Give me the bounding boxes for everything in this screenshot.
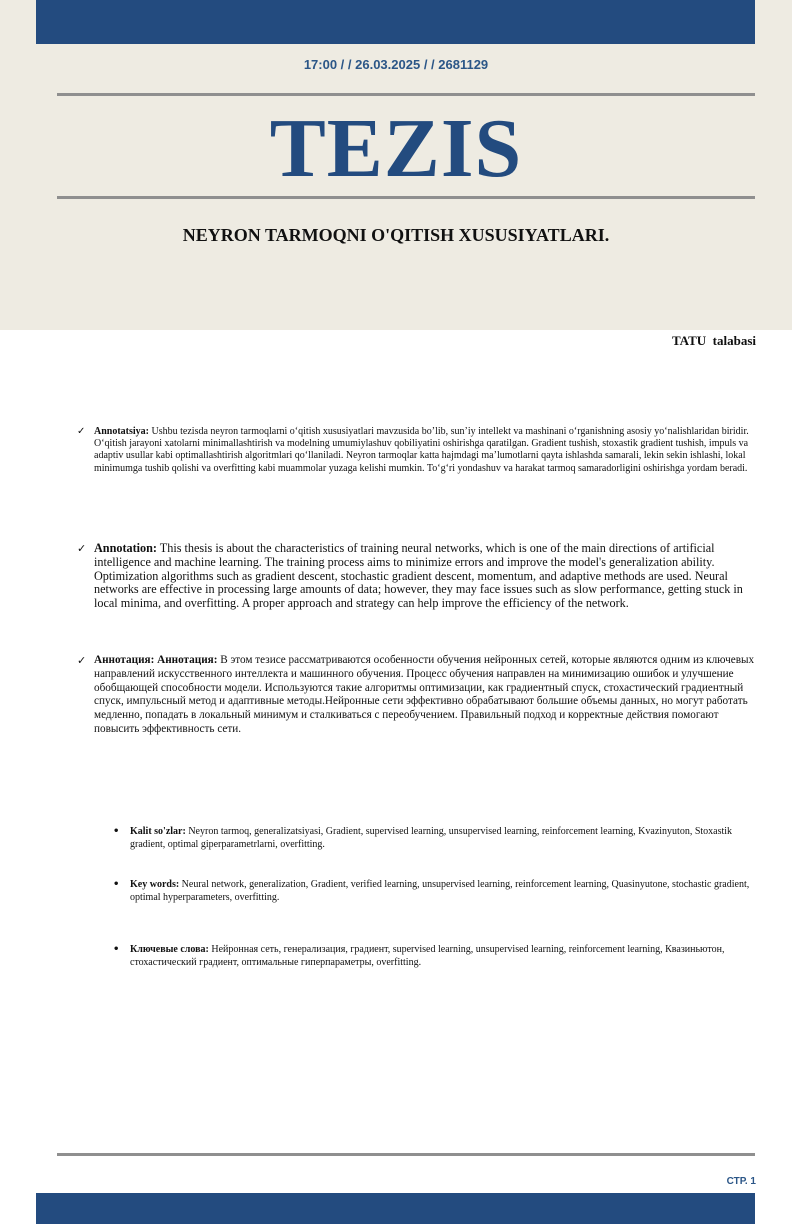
bullet-icon: • [113,826,120,837]
meta-date: 26.03.2025 [355,57,421,72]
keywords-english-text [130,878,758,904]
keywords-label: Ключевые слова: [130,944,209,955]
keywords-label: Kalit so'zlar: [130,826,186,837]
divider-under-title [57,196,755,199]
bullet-icon: • [113,879,120,890]
keywords-english [113,878,758,904]
keywords-body: Нейронная сеть, генерализация, градиент, supervised learning, unsupervised learning, reinforcement learning, Квазиньютон, стохастический градиент, оптимальные гиперпараметры, overfitting. [130,944,725,968]
abstract-english [77,542,757,611]
keywords-label: Key words: [130,879,180,890]
abstract-russian-text [94,654,757,737]
meta-time: 17:00 [303,57,338,72]
divider-footer [57,1153,755,1156]
keywords-russian-text [130,943,758,969]
abstract-body: This thesis is about the characteristics of training neural networks, which is one of the main directions of artificial intelligence and machine learning. The training process aims to minimize errors and improve the model's generalization ability. Optimization algorithms such as gradient descent, stochastic gradient descent, momentum, and adaptive methods are used. Neural networks are effective in processing large amounts of data; however, they may face issues such as slow performance, getting stuck in local minima, and overfitting. A proper approach and strategy can help improve the efficiency of the network. [94,541,743,611]
abstract-english-text [94,542,757,611]
check-icon: ✓ [77,542,87,555]
author-line: TATU talabasi [671,333,756,348]
document-title: NEYRON TARMOQNI O'QITISH XUSUSIYATLARI. [182,225,610,245]
abstract-label: Annotatsiya: [94,426,150,437]
abstract-uzbek [77,426,757,475]
abstract-label: Annotation: [94,541,157,555]
meta-id: 2681129 [438,57,489,72]
abstract-label: Аннотация: Аннотация: [94,654,218,666]
abstract-body: Ushbu tezisda neyron tarmoqlarni oʻqitish xususiyatlari mavzusida bo’lib, sun’iy intellekt va mashinani oʻrganishning asosiy yoʻnalishlaridan biridir. Oʻqitish jarayoni xatolarni minimallashtirish va modelning umumiylashuv qobiliyatini oshirishga qaratilgan. Gradient tushish, stoxastik gradient tushish, impuls va adaptiv usullar kabi optimallashtirish algoritmlari qoʻllaniladi. Neyron tarmoqlar katta hajmdagi maʼlumotlarni qayta ishlashda samarali, lekin sekin ishlashi, lokal minimumga tushib qolishi va overfitting kabi muammolar yuzaga kelishi mumkin. Toʻgʻri yondashuv va harakat tarmoq samaradorligini oshirishga yordam beradi. [94,426,749,474]
check-icon: ✓ [77,426,86,437]
keywords-body: Neural network, generalization, Gradient, verified learning, unsupervised learning, reinforcement learning, Quasinyutone, stochastic gradient, optimal hyperparameters, overfitting. [130,879,750,903]
abstract-russian [77,654,757,737]
divider-top [57,93,755,96]
keywords-uzbek-text [130,825,758,851]
abstract-body: В этом тезисе рассматриваются особенности обучения нейронных сетей, которые являются одним из ключевых направлений искусственного интеллекта и машинного обучения. Процесс обучения направлен на минимизацию ошибок и улучшение обобщающей способности модели. Используются такие алгоритмы оптимизации, как градиентный спуск, стохастический градиентный спуск, импульсный метод и адаптивные методы.Нейронные сети эффективно обрабатывают большие объемы данных, но могут работать медленно, попадать в локальный минимум и сталкиваться с переобучением. Правильный подход и корректные действия помогают повысить эффективность сети. [94,654,755,735]
keywords-body: Neyron tarmoq, generalizatsiyasi, Gradient, supervised learning, unsupervised learning, reinforcement learning, Kvazinyuton, Stoxastik gradient, optimal giperparametrlarni, overfitting. [130,826,733,850]
meta-separator: / / [420,57,439,72]
brand-title: TEZIS [269,102,523,195]
keywords-uzbek [113,825,758,851]
abstract-uzbek-text [94,426,757,475]
meta-separator: / / [337,57,356,72]
keywords-russian [113,943,758,969]
check-icon: ✓ [77,654,87,667]
top-banner-bar [36,0,755,44]
bullet-icon: • [113,944,120,955]
bottom-banner-bar [36,1193,755,1224]
meta-line [0,57,792,72]
page-number: СТР. 1 [726,1176,756,1187]
